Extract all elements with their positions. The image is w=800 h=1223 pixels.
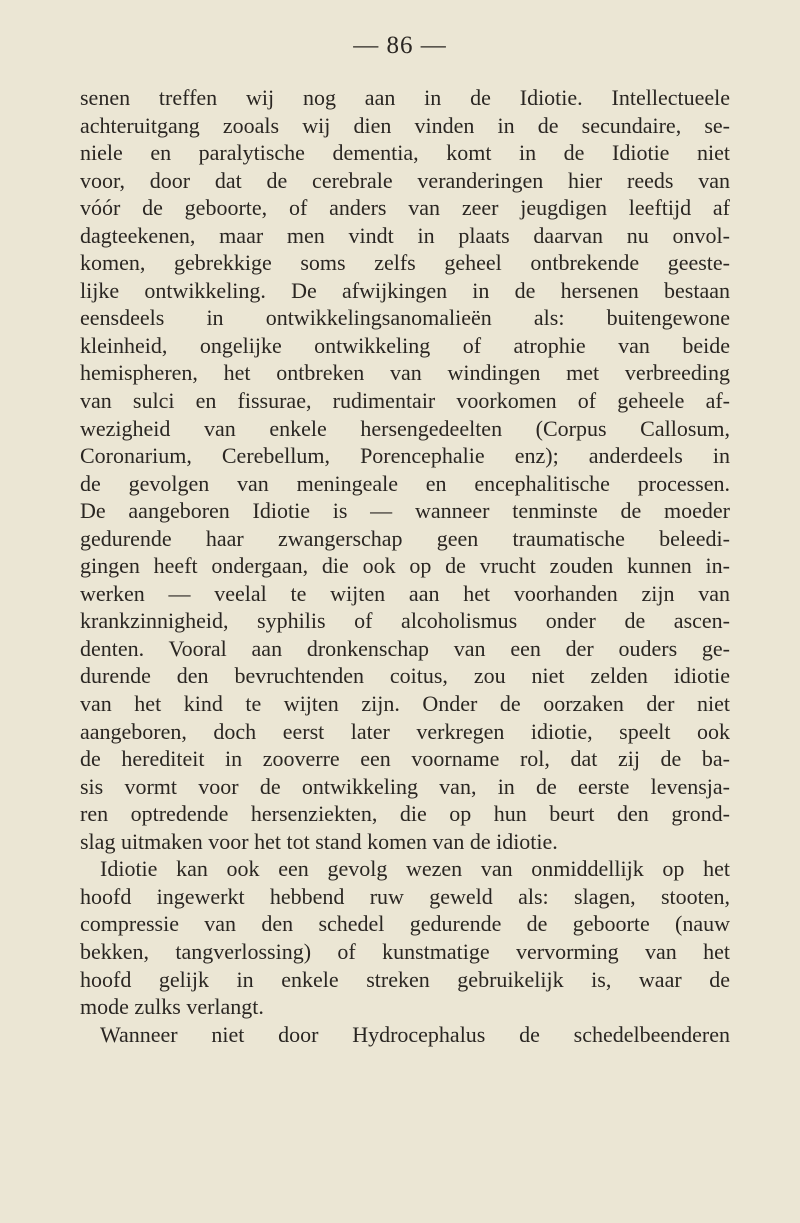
text-line: dagteekenen, maar men vindt in plaats daarvan nu onvol-: [80, 222, 730, 248]
text-line: de herediteit in zooverre een voorname rol, dat zij de ba-: [80, 746, 730, 772]
text-line: bekken, tangverlossing) of kunstmatige vervorming van het: [80, 938, 730, 964]
text-line: senen treffen wij nog aan in de Idiotie. Intellectueele: [80, 85, 730, 110]
body-text: [80, 84, 730, 1048]
page-number: — 86 —: [353, 32, 447, 59]
text-line: de gevolgen van meningeale en encephalitische processen.: [80, 470, 730, 496]
text-line: komen, gebrekkige soms zelfs geheel ontbrekende geeste-: [80, 250, 730, 276]
text-line: krankzinnigheid, syphilis of alcoholismus onder de ascen-: [80, 608, 730, 634]
text-line: gedurende haar zwangerschap geen traumatische beleedi-: [80, 525, 730, 551]
text-line: van sulci en fissurae, rudimentair voorkomen of geheele af-: [80, 388, 730, 414]
text-line: hoofd gelijk in enkele streken gebruikelijk is, waar de: [80, 966, 730, 992]
text-line: van het kind te wijten zijn. Onder de oorzaken der niet: [80, 691, 730, 717]
text-line: durende den bevruchtenden coitus, zou niet zelden idiotie: [80, 663, 730, 689]
text-line: hoofd ingewerkt hebbend ruw geweld als: slagen, stooten,: [80, 883, 730, 909]
text-line: kleinheid, ongelijke ontwikkeling of atrophie van beide: [80, 332, 730, 358]
text-line: Idiotie kan ook een gevolg wezen van onmiddellijk op het: [100, 856, 730, 882]
text-line: Coronarium, Cerebellum, Porencephalie enz); anderdeels in: [80, 443, 730, 469]
text-line: sis vormt voor de ontwikkeling van, in de eerste levensja-: [80, 773, 730, 799]
text-line: lijke ontwikkeling. De afwijkingen in de hersenen bestaan: [80, 277, 730, 303]
text-line: niele en paralytische dementia, komt in de Idiotie niet: [80, 140, 730, 166]
text-line: werken — veelal te wijten aan het voorhanden zijn van: [80, 580, 730, 606]
text-line: Wanneer niet door Hydrocephalus de schedelbeenderen: [100, 1021, 730, 1047]
text-line: slag uitmaken voor het tot stand komen van de idiotie.: [80, 828, 558, 854]
text-line: hemispheren, het ontbreken van windingen met verbreeding: [80, 360, 730, 386]
text-line: ren optredende hersenziekten, die op hun beurt den grond-: [80, 801, 730, 827]
text-line: eensdeels in ontwikkelingsanomalieën als: buitengewone: [80, 305, 730, 331]
text-line: vóór de geboorte, of anders van zeer jeugdigen leeftijd af: [80, 195, 730, 221]
text-line: compressie van den schedel gedurende de geboorte (nauw: [80, 911, 730, 937]
text-line: mode zulks verlangt.: [80, 994, 264, 1020]
text-line: achteruitgang zooals wij dien vinden in de secundaire, se-: [80, 112, 730, 138]
text-line: voor, door dat de cerebrale veranderingen hier reeds van: [80, 167, 730, 193]
text-line: aangeboren, doch eerst later verkregen idiotie, speelt ook: [80, 718, 730, 744]
text-line: gingen heeft ondergaan, die ook op de vrucht zouden kunnen in-: [80, 553, 730, 579]
text-line: denten. Vooral aan dronkenschap van een der ouders ge-: [80, 635, 730, 661]
text-line: De aangeboren Idiotie is — wanneer tenminste de moeder: [80, 498, 730, 524]
text-line: wezigheid van enkele hersengedeelten (Corpus Callosum,: [80, 415, 730, 441]
